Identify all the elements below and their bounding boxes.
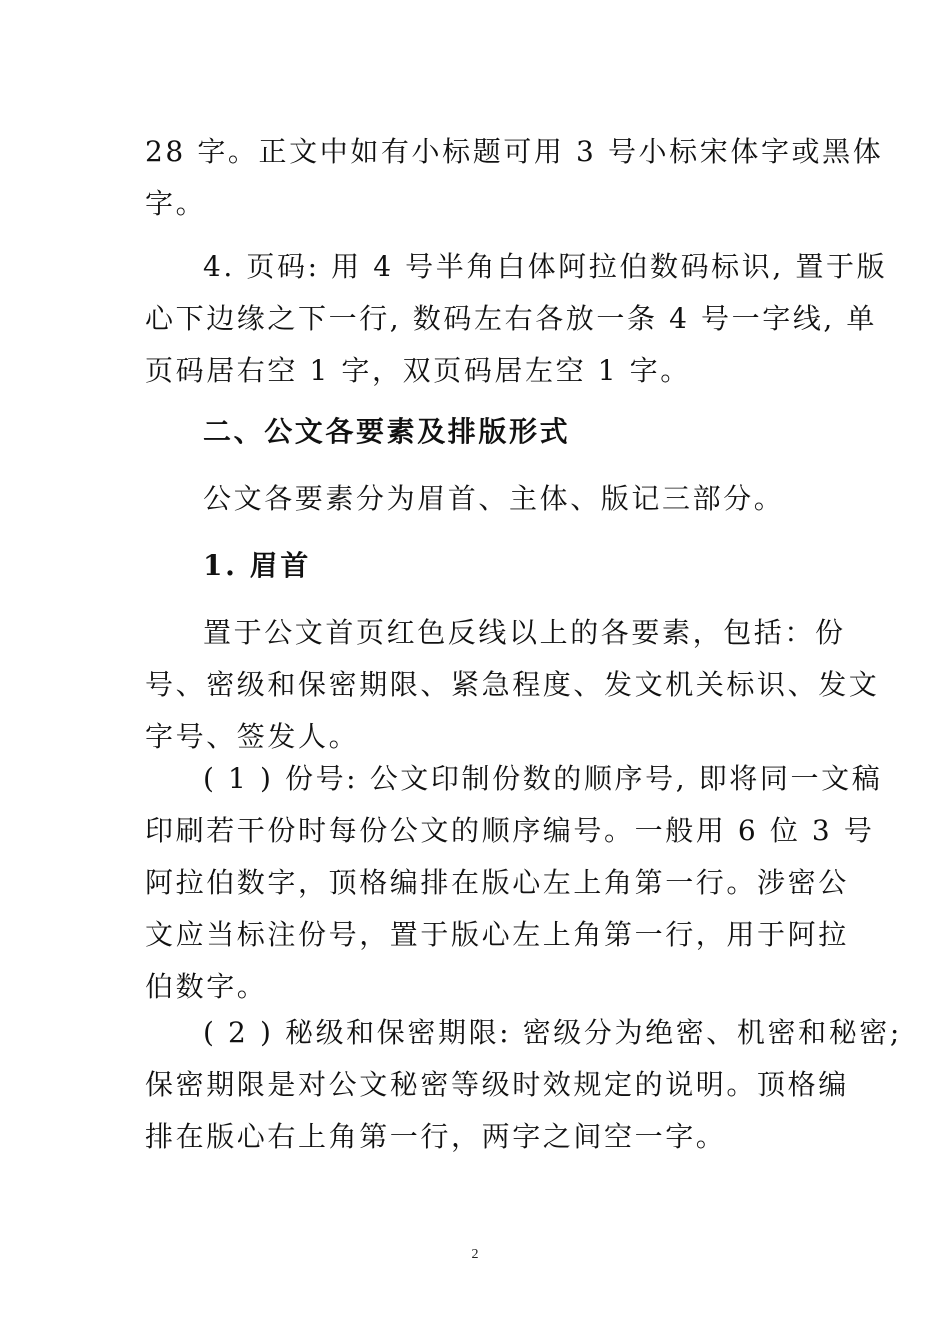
paragraph-meishou-description [145, 607, 880, 763]
paragraph-secrecy-level [145, 1007, 902, 1163]
text-line: 排在版心右上角第一行，两字之间空一字。 [145, 1120, 727, 1153]
text-line: 页码居右空 1 字，双页码居左空 1 字。 [145, 354, 691, 387]
text-line: 伯数字。 [145, 970, 268, 1003]
paragraph-copy-number [145, 753, 883, 1013]
text-line: 保密期限是对公文秘密等级时效规定的说明。顶格编 [145, 1068, 849, 1101]
paragraph-elements-intro [145, 473, 810, 525]
text-line: 1. 眉首 [203, 549, 311, 582]
text-line: ( 2 ) 秘级和保密期限: 密级分为绝密、机密和秘密; [203, 1016, 902, 1049]
text-line: 文应当标注份号，置于版心左上角第一行，用于阿拉 [145, 918, 849, 951]
text-line: 印刷若干份时每份公文的顺序编号。一般用 6 位 3 号 [145, 814, 875, 847]
text-line: 字。 [145, 187, 207, 220]
text-line: 28 字。正文中如有小标题可用 3 号小标宋体字或黑体 [145, 135, 884, 168]
text-line: 置于公文首页红色反线以上的各要素，包括：份 [203, 616, 846, 649]
text-line: 心下边缘之下一行, 数码左右各放一条 4 号一字线, 单 [145, 302, 878, 335]
text-line: 字号、签发人。 [145, 720, 360, 753]
text-line: 阿拉伯数字，顶格编排在版心左上角第一行。涉密公 [145, 866, 849, 899]
text-line: 公文各要素分为眉首、主体、版记三部分。 [203, 482, 785, 515]
text-line: 二、公文各要素及排版形式 [203, 415, 571, 448]
paragraph-body-font-note [145, 126, 884, 230]
paragraph-page-number-rule [145, 241, 888, 397]
subsection-heading [145, 540, 810, 592]
text-line: 号、密级和保密期限、紧急程度、发文机关标识、发文 [145, 668, 880, 701]
section-heading [145, 406, 810, 458]
text-line: ( 1 ) 份号: 公文印制份数的顺序号, 即将同一文稿 [203, 762, 883, 795]
page-number: 2 [471, 1247, 479, 1262]
text-line: 4. 页码: 用 4 号半角白体阿拉伯数码标识, 置于版 [203, 250, 888, 283]
